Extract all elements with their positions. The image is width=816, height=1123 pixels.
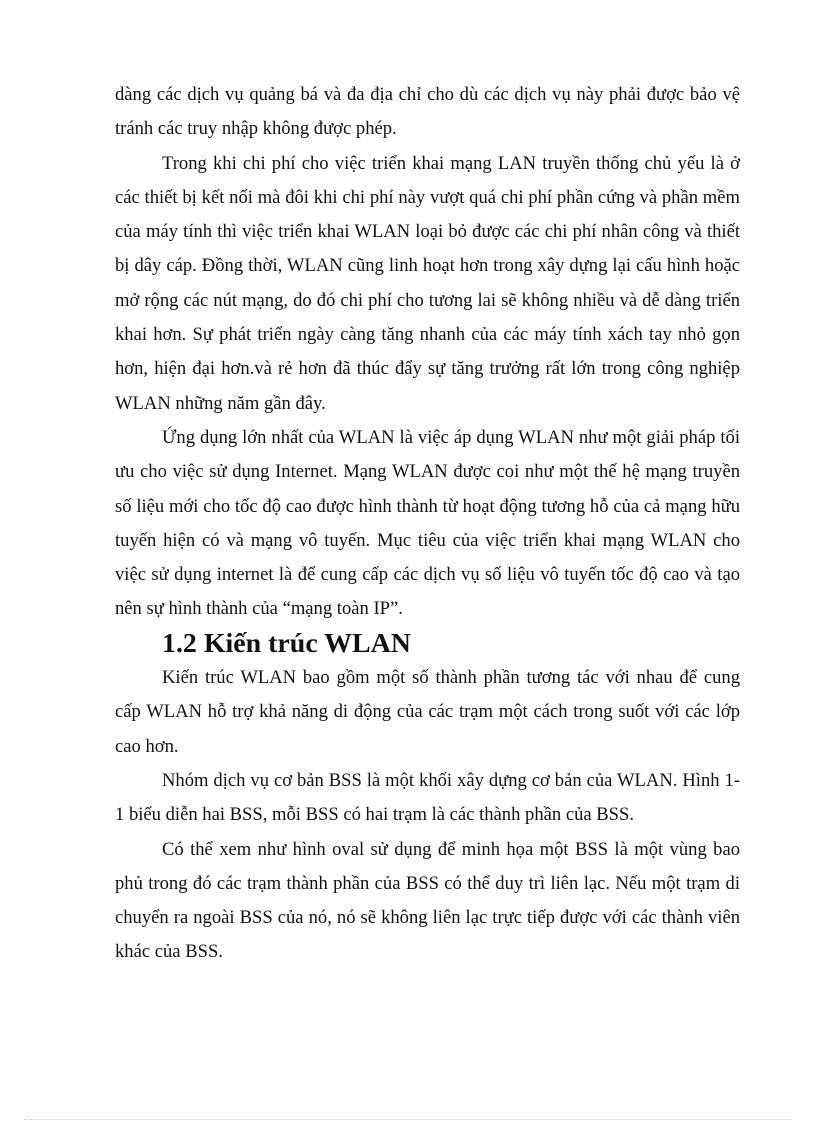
paragraph-oval: Có thể xem như hình oval sử dụng để minh họa một BSS là một vùng bao phủ trong đó các trạm thành phần của BSS có thể duy trì liên lạc. Nếu một trạm di chuyển ra ngoài BSS của nó, nó sẽ không liên lạc trực tiếp được với các thành viên khác của BSS. — [115, 838, 740, 963]
paragraph-continued: dàng các dịch vụ quảng bá và đa địa chỉ cho dù các dịch vụ này phải được bảo vệ tránh các truy nhập không được phép. — [115, 84, 740, 140]
paragraph-architecture: Kiến trúc WLAN bao gồm một số thành phần tương tác với nhau để cung cấp WLAN hỗ trợ khả năng di động của các trạm một cách trong suốt với các lớp cao hơn. — [115, 667, 740, 757]
section-heading: 1.2 Kiến trúc WLAN — [162, 627, 411, 659]
footer-divider — [24, 1119, 792, 1120]
document-body — [115, 78, 740, 970]
paragraph-bss: Nhóm dịch vụ cơ bản BSS là một khối xây dựng cơ bản của WLAN. Hình 1-1 biểu diễn hai BSS, mỗi BSS có hai trạm là các thành phần của BSS. — [115, 769, 740, 826]
paragraph-wlan-application: Ứng dụng lớn nhất của WLAN là việc áp dụng WLAN như một giải pháp tối ưu cho việc sử dụng Internet. Mạng WLAN được coi như một thế hệ mạng truyền số liệu mới cho tốc độ cao được hình thành từ hoạt động tương hỗ của cả mạng hữu tuyến hiện có và mạng vô tuyến. Mục tiêu của việc triển khai mạng WLAN cho việc sử dụng internet là để cung cấp các dịch vụ số liệu vô tuyến tốc độ cao và tạo nên sự hình thành của “mạng toàn IP”. — [115, 426, 740, 620]
paragraph-lan-cost: Trong khi chi phí cho việc triển khai mạng LAN truyền thống chủ yếu là ở các thiết bị kết nối mà đôi khi chi phí này vượt quá chi phí phần cứng và phần mềm của máy tính thì việc triển khai WLAN loại bỏ được các chi phí nhân công và thiết bị dây cáp. Đồng thời, WLAN cũng linh hoạt hơn trong xây dựng lại cấu hình hoặc mở rộng các nút mạng, do đó chi phí cho tương lai sẽ không nhiều và dễ dàng triển khai hơn. Sự phát triển ngày càng tăng nhanh của các máy tính xách tay nhỏ gọn hơn, hiện đại hơn.và rẻ hơn đã thúc đẩy sự tăng trưởng rất lớn trong công nghiệp WLAN những năm gần đây. — [115, 152, 740, 414]
